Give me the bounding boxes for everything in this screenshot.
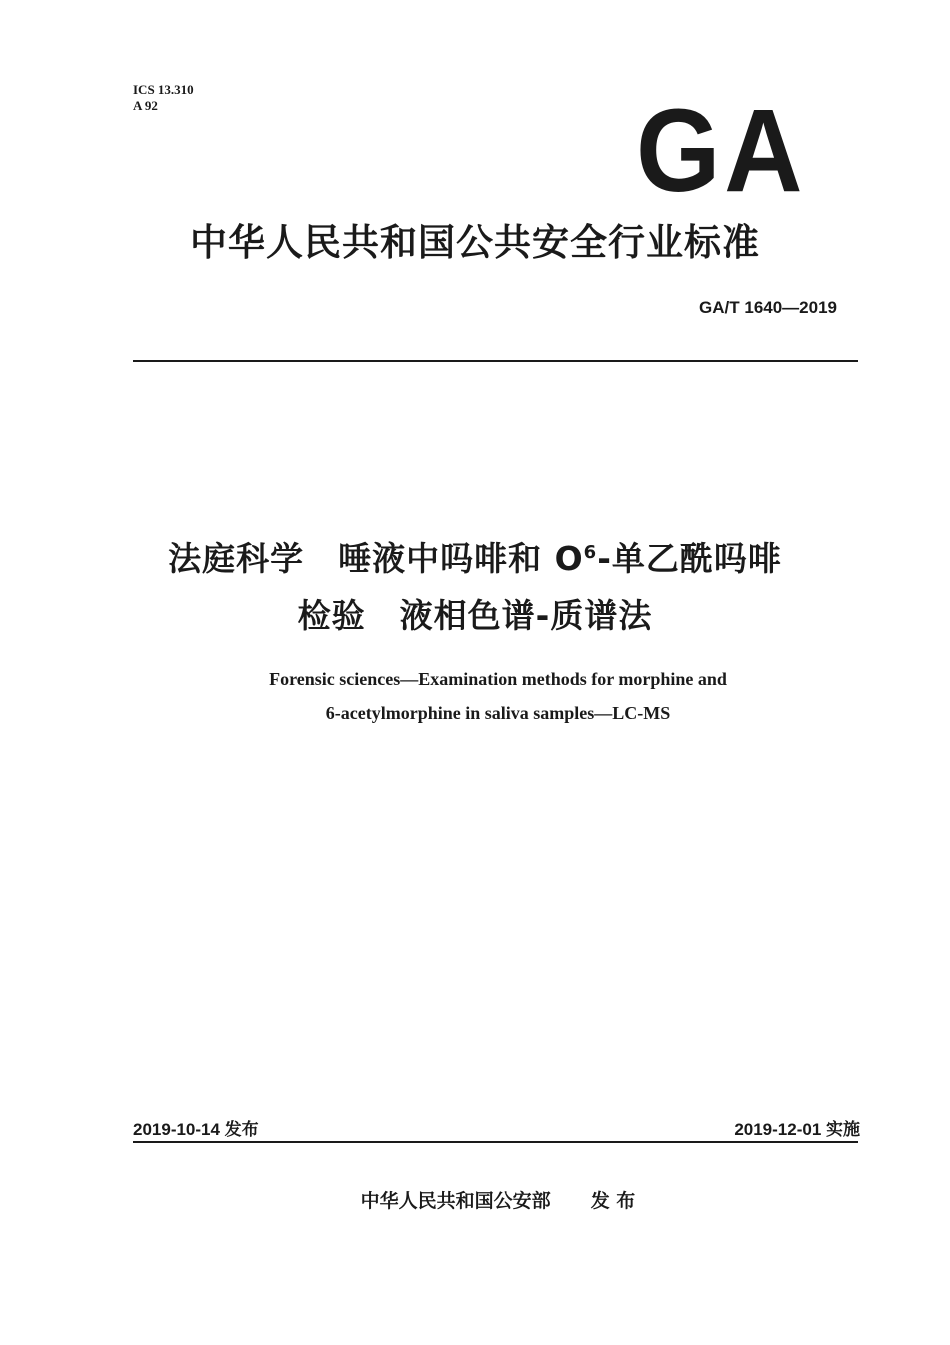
title-en-line2: 6-acetylmorphine in saliva samples—LC-MS bbox=[325, 703, 671, 723]
issuer-line bbox=[0, 1186, 950, 1213]
issuer-name: 中华人民共和国公安部 bbox=[360, 1190, 551, 1212]
title-en-line1: Forensic sciences—Examination methods for morphine and bbox=[269, 669, 727, 689]
ccs-code: A 92 bbox=[133, 98, 158, 113]
title-zh-line1-post: -单乙酰吗啡 bbox=[597, 539, 782, 578]
standard-code: GA/T 1640—2019 bbox=[699, 298, 837, 317]
standard-category: 中华人民共和国公共安全行业标准 bbox=[190, 221, 760, 264]
title-zh-line1-pre: 法庭科学 唾液中吗啡和 O bbox=[168, 539, 584, 578]
footer-divider bbox=[133, 1141, 858, 1143]
title-zh-line1 bbox=[0, 533, 950, 580]
title-zh-line2: 检验 液相色谱-质谱法 bbox=[297, 596, 653, 635]
implement-date: 2019-12-01 实施 bbox=[734, 1120, 860, 1139]
issuer-action: 发 布 bbox=[590, 1190, 636, 1212]
ga-logo: GA bbox=[636, 85, 807, 217]
document-meta bbox=[133, 82, 194, 114]
title-zh-superscript: 6 bbox=[583, 542, 598, 563]
header-divider bbox=[133, 360, 858, 362]
ics-code: ICS 13.310 bbox=[133, 82, 194, 97]
issue-date: 2019-10-14 发布 bbox=[133, 1120, 259, 1139]
